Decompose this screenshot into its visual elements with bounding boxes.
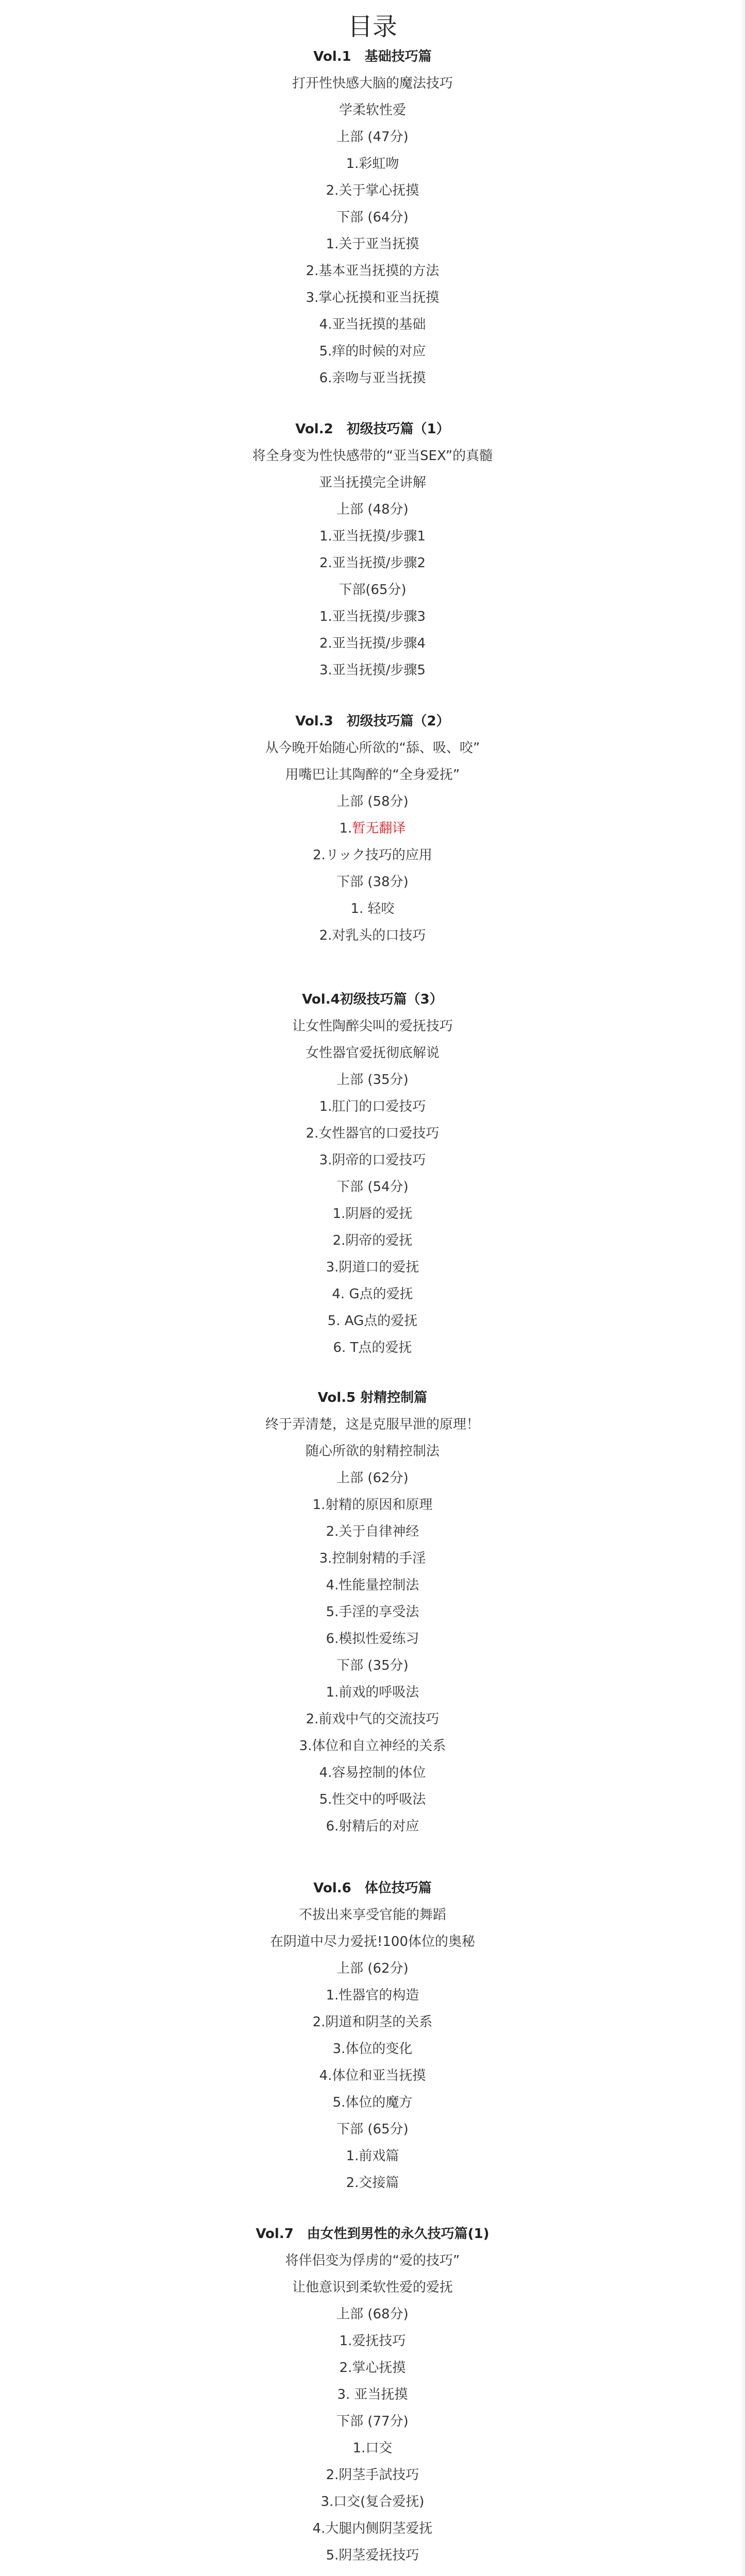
toc-line: 1.性器官的构造 (326, 1988, 419, 2003)
toc-line: 亚当抚摸完全讲解 (318, 475, 426, 490)
toc-line: 下部 (38分) (336, 874, 409, 890)
volume-title: Vol.3 初级技巧篇（2） (295, 714, 450, 729)
toc-line: 2.对乳头的口技巧 (319, 928, 426, 943)
toc-line: 上部 (68分) (336, 2307, 409, 2322)
toc-line: 1.阴唇的爱抚 (332, 1206, 413, 1222)
toc-line: 1.射精的原因和原理 (312, 1497, 433, 1513)
toc-line: 1.口交 (352, 2441, 393, 2456)
toc-line: 3. 亚当抚摸 (337, 2387, 408, 2402)
toc-line: 让女性陶醉尖叫的爱抚技巧 (292, 1019, 453, 1034)
toc-line: 1.肛门的口爱技巧 (319, 1099, 426, 1114)
toc-line: 3.阴道口的爱抚 (326, 1260, 419, 1275)
untranslated-note: 暂无翻译 (352, 821, 406, 836)
toc-line: 3.体位的变化 (332, 2041, 413, 2057)
toc-line: 上部 (58分) (336, 794, 409, 809)
toc-line: 1.亚当抚摸/步骤1 (319, 529, 426, 544)
toc-line: 4.亚当抚摸的基础 (319, 317, 426, 332)
toc-line: 下部(65分) (338, 582, 407, 598)
toc-line: 2.前戏中气的交流技巧 (306, 1711, 439, 1727)
toc-line: 2.阴道和阴茎的关系 (312, 2014, 433, 2030)
toc-line: 不拔出来享受官能的舞蹈 (298, 1907, 446, 1923)
toc-line: 将全身变为性快感带的“亚当SEX”的真髓 (252, 448, 493, 464)
toc-line: 上部 (47分) (336, 129, 409, 145)
toc-line (0, 819, 745, 838)
toc-line: 5.痒的时候的对应 (319, 344, 426, 359)
toc-line: 4.大腿内侧阴茎爱抚 (312, 2521, 433, 2536)
toc-line: 2.亚当抚摸/步骤2 (319, 555, 426, 571)
toc-line: 2.リック技巧的应用 (313, 848, 432, 863)
toc-line: 4.性能量控制法 (326, 1578, 419, 1593)
toc-line: 下部 (65分) (336, 2122, 409, 2137)
volume-title: Vol.1 基础技巧篇 (313, 49, 432, 64)
scrollbar-track[interactable] (742, 0, 745, 2576)
toc-line: 3.阴帝的口爱技巧 (319, 1153, 426, 1168)
toc-line: 3.体位和自立神经的关系 (299, 1738, 446, 1754)
toc-line: 6.模拟性爱练习 (326, 1631, 419, 1647)
volume-title: Vol.5 射精控制篇 (317, 1390, 428, 1405)
toc-line: 从今晚开始随心所欲的“舔、吸、咬” (265, 740, 480, 756)
toc-line: 5. AG点的爱抚 (327, 1313, 418, 1329)
toc-line: 随心所欲的射精控制法 (305, 1444, 439, 1459)
toc-line: 1.前戏篇 (346, 2148, 399, 2164)
toc-line: 6.射精后的对应 (326, 1819, 419, 1834)
toc-line: 2.亚当抚摸/步骤4 (319, 636, 426, 651)
toc-line: 2.阴茎手試技巧 (326, 2467, 419, 2483)
toc-line: 让他意识到柔软性爱的爱抚 (292, 2280, 453, 2295)
toc-line: 3.掌心抚摸和亚当抚摸 (306, 290, 439, 306)
toc-line-prefix: 1. (339, 821, 352, 836)
toc-line: 2.女性器官的口爱技巧 (306, 1126, 439, 1141)
toc-line: 4.容易控制的体位 (319, 1765, 426, 1781)
toc-line: 上部 (62分) (336, 1470, 409, 1486)
toc-line: 1.前戏的呼吸法 (326, 1685, 419, 1700)
toc-line: 将伴侣变为俘虏的“爱的技巧” (285, 2253, 460, 2268)
toc-line: 上部 (35分) (336, 1072, 409, 1088)
toc-line: 下部 (54分) (336, 1179, 409, 1195)
toc-line: 女性器官爱抚彻底解说 (305, 1045, 439, 1061)
toc-line: 1.亚当抚摸/步骤3 (319, 609, 426, 624)
toc-line: 1.爱抚技巧 (339, 2333, 406, 2349)
toc-line: 5.性交中的呼吸法 (319, 1792, 426, 1807)
toc-line: 5.手淫的享受法 (326, 1604, 419, 1620)
toc-line: 3.口交(复合爱抚) (320, 2494, 425, 2510)
page-title: 目录 (347, 12, 397, 41)
volume-title: Vol.4初级技巧篇（3） (302, 992, 443, 1007)
toc-line: 终于弄清楚，这是克服早泄的原理！ (265, 1417, 480, 1432)
toc-line: 在阴道中尽力爱抚!100体位的奥秘 (269, 1934, 476, 1950)
toc-line: 6.亲吻与亚当抚摸 (319, 370, 426, 386)
toc-line: 1.关于亚当抚摸 (326, 236, 419, 252)
toc-line: 2.阴帝的爱抚 (332, 1233, 413, 1248)
toc-line: 2.关于自律神经 (326, 1524, 419, 1539)
volume-title: Vol.7 由女性到男性的永久技巧篇(1) (256, 2226, 489, 2242)
toc-line: 2.关于掌心抚摸 (326, 183, 419, 198)
toc-line: 5.体位的魔方 (332, 2095, 413, 2110)
toc-line: 3.亚当抚摸/步骤5 (319, 663, 426, 678)
toc-line: 4.体位和亚当抚摸 (319, 2068, 426, 2083)
toc-line: 上部 (62分) (336, 1961, 409, 1976)
toc-line: 1. 轻咬 (350, 901, 395, 917)
toc-line: 6. T点的爱抚 (333, 1340, 412, 1355)
toc-line: 下部 (35分) (336, 1658, 409, 1673)
toc-line: 用嘴巴让其陶醉的“全身爱抚” (285, 767, 460, 783)
toc-line: 学柔软性爱 (338, 103, 406, 118)
toc-line: 4. G点的爱抚 (332, 1286, 413, 1302)
toc-line: 下部 (77分) (336, 2414, 409, 2429)
toc-line: 下部 (64分) (336, 210, 409, 225)
toc-line: 打开性快感大脑的魔法技巧 (292, 76, 453, 91)
volume-title: Vol.2 初级技巧篇（1） (295, 421, 450, 437)
toc-line: 2.掌心抚摸 (339, 2360, 406, 2376)
toc-line: 3.控制射精的手淫 (319, 1551, 426, 1566)
toc-line: 5.阴茎爱抚技巧 (326, 2548, 419, 2563)
toc-line: 1.彩虹吻 (346, 156, 399, 172)
toc-line: 2.交接篇 (346, 2175, 399, 2191)
toc-line: 上部 (48分) (336, 502, 409, 517)
toc-line: 2.基本亚当抚摸的方法 (306, 263, 439, 279)
volume-title: Vol.6 体位技巧篇 (313, 1880, 432, 1896)
